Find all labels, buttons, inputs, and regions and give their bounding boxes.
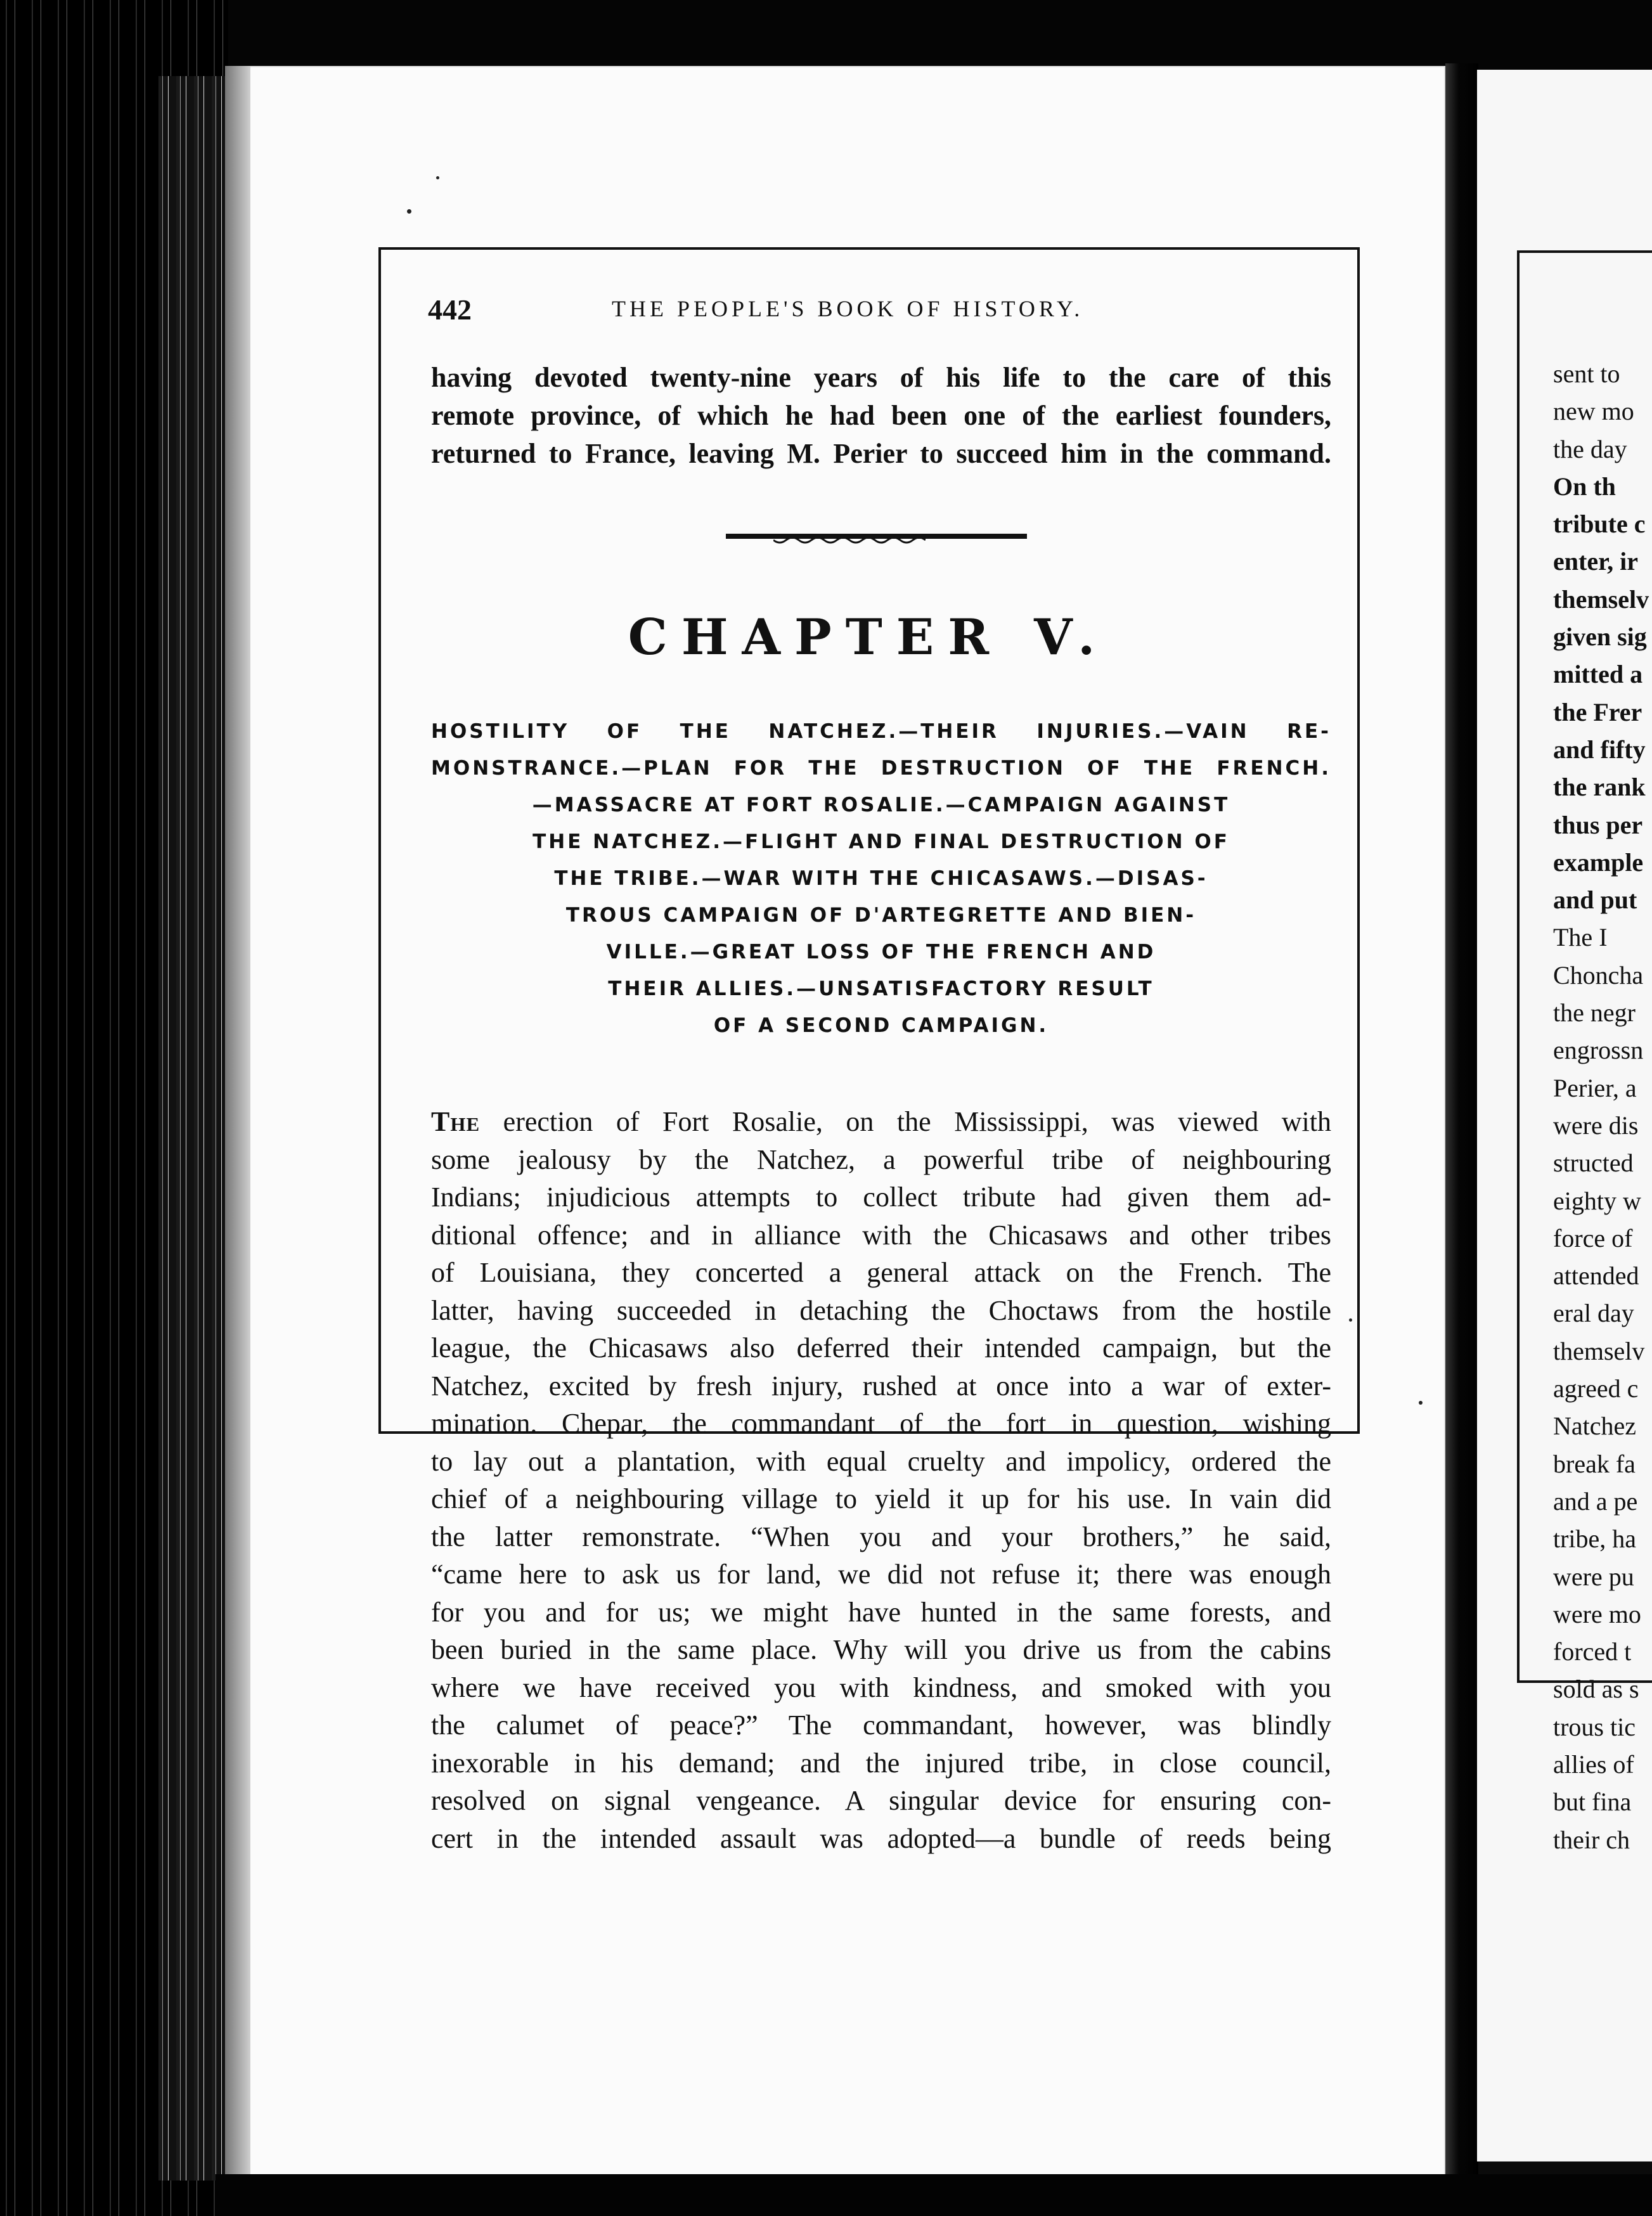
summary-line: THEIR ALLIES.—UNSATISFACTORY RESULT <box>608 977 1154 1000</box>
dust-speck <box>1419 1401 1423 1405</box>
text-line: the day <box>1553 434 1627 463</box>
text-line: having devoted twenty-nine years of his life to the care of this <box>431 362 1331 393</box>
text-line: thus per <box>1553 810 1643 839</box>
text-line: eighty w <box>1553 1186 1641 1215</box>
text-line: structed <box>1553 1149 1634 1178</box>
text-line: tribute c <box>1553 510 1646 539</box>
summary-line: THE TRIBE.—WAR WITH THE CHICASAWS.—DISAS- <box>554 867 1208 890</box>
chapter-summary <box>431 713 1331 1044</box>
text-line: some jealousy by the Natchez, a powerful tribe of neighbouring <box>431 1143 1331 1175</box>
page-number: 442 <box>428 293 472 326</box>
right-page-text <box>1553 355 1652 1858</box>
chapter-body-paragraph <box>431 1103 1331 1857</box>
text-line: Perier, a <box>1553 1073 1637 1102</box>
text-line: but fina <box>1553 1788 1632 1817</box>
text-line: where we have received you with kindness, and smoked with you <box>431 1672 1331 1703</box>
text-line: mitted a <box>1553 660 1643 689</box>
text-line: inexorable in his demand; and the injured tribe, in close council, <box>431 1747 1331 1779</box>
text-line: On th <box>1553 472 1616 501</box>
text-line: returned to France, leaving M. Perier to succeed him in the command. <box>431 438 1331 469</box>
text-line: were mo <box>1553 1599 1641 1628</box>
text-line: The I <box>1553 923 1608 952</box>
text-line: chief of a neighbouring village to yield it up for his use. In vain did <box>431 1483 1331 1514</box>
text-line: attended <box>1553 1261 1639 1291</box>
chapter-title: CHAPTER V. <box>628 609 1109 666</box>
text-line: the rank <box>1553 773 1646 802</box>
text-line: and put <box>1553 886 1637 915</box>
chapter-divider-rule <box>726 534 1027 539</box>
text-line: mination. Chepar, the commandant of the fort in question, wishing <box>431 1408 1331 1439</box>
text-line: their ch <box>1553 1825 1630 1854</box>
text-line: the latter remonstrate. “When you and your brothers,” he said, <box>431 1521 1331 1552</box>
summary-line: MONSTRANCE.—PLAN FOR THE DESTRUCTION OF THE FRENCH. <box>431 757 1331 780</box>
text-line: league, the Chicasaws also deferred their intended campaign, but the <box>431 1332 1331 1363</box>
text-line: were dis <box>1553 1111 1639 1140</box>
text-line: the calumet of peace?” The commandant, however, was blindly <box>431 1710 1331 1741</box>
summary-line: OF A SECOND CAMPAIGN. <box>713 1014 1049 1037</box>
text-line: resolved on signal vengeance. A singular device for ensuring con- <box>431 1785 1331 1816</box>
text-line: “came here to ask us for land, we did not refuse it; there was enough <box>431 1559 1331 1590</box>
text-line: themselv <box>1553 1336 1645 1365</box>
text-line: enter, ir <box>1553 547 1639 576</box>
running-head <box>428 293 1328 337</box>
book-title: THE PEOPLE'S BOOK OF HISTORY. <box>612 296 1084 321</box>
text-line: tribe, ha <box>1553 1524 1637 1554</box>
scan-bottom-border <box>216 2174 1652 2216</box>
text-line: given sig <box>1553 622 1647 652</box>
summary-line: —MASSACRE AT FORT ROSALIE.—CAMPAIGN AGAINST <box>532 794 1230 816</box>
text-line: Natchez, excited by fresh injury, rushed at once into a war of exter- <box>431 1370 1331 1401</box>
page-edges <box>158 76 228 2181</box>
text-line: new mo <box>1553 397 1634 426</box>
summary-line: VILLE.—GREAT LOSS OF THE FRENCH AND <box>606 941 1156 963</box>
text-line: latter, having succeeded in detaching the Choctaws from the hostile <box>431 1294 1331 1326</box>
text-line: sent to <box>1553 359 1620 388</box>
text-line: remote province, of which he had been one of the earliest founders, <box>431 400 1331 431</box>
text-line: Choncha <box>1553 960 1644 989</box>
text-line: the negr <box>1553 998 1636 1027</box>
paragraph-continued <box>431 359 1331 473</box>
dust-speck <box>407 209 411 214</box>
dust-speck <box>436 176 439 179</box>
chapter-divider-ornament <box>773 539 926 545</box>
text-line: been buried in the same place. Why will you drive us from the cabins <box>431 1634 1331 1665</box>
text-line: for you and for us; we might have hunted in the same forests, and <box>431 1596 1331 1628</box>
text-line: ditional offence; and in alliance with the Chicasaws and other tribes <box>431 1219 1331 1251</box>
summary-line: HOSTILITY OF THE NATCHEZ.—THEIR INJURIES.—VAIN RE- <box>431 720 1331 743</box>
text-line: example <box>1553 847 1644 877</box>
text-line: sold as s <box>1553 1675 1639 1704</box>
text-line: cert in the intended assault was adopted—a bundle of reeds being <box>431 1822 1331 1854</box>
text-line: agreed c <box>1553 1374 1639 1403</box>
book-gutter <box>1445 63 1478 2216</box>
text-line: to lay out a plantation, with equal cruelty and impolicy, ordered the <box>431 1445 1331 1477</box>
text-line: themselv <box>1553 584 1649 614</box>
text-line: forced t <box>1553 1637 1632 1666</box>
text-line: of Louisiana, they concerted a general attack on the French. The <box>431 1257 1331 1288</box>
text-line: and fifty <box>1553 735 1646 764</box>
text-line: and a pe <box>1553 1486 1638 1516</box>
text-line: Indians; injudicious attempts to collect tribute had given them ad- <box>431 1182 1331 1213</box>
text-line-rest: erection of Fort Rosalie, on the Mississippi, was viewed with <box>480 1106 1331 1137</box>
text-line: the Frer <box>1553 697 1642 726</box>
drop-word: The <box>431 1106 481 1137</box>
text-line: Natchez <box>1553 1412 1637 1441</box>
text-line: engrossn <box>1553 1036 1644 1065</box>
summary-line: THE NATCHEZ.—FLIGHT AND FINAL DESTRUCTION OF <box>532 830 1230 853</box>
left-page-shadow <box>225 66 250 2183</box>
summary-line: TROUS CAMPAIGN OF D'ARTEGRETTE AND BIEN- <box>565 904 1197 927</box>
text-line: force of <box>1553 1223 1633 1253</box>
text-line <box>431 1103 1331 1141</box>
text-line: trous tic <box>1553 1712 1636 1741</box>
text-line: were pu <box>1553 1562 1634 1591</box>
text-line: break fa <box>1553 1449 1636 1478</box>
text-line: allies of <box>1553 1749 1634 1779</box>
text-line: eral day <box>1553 1299 1634 1328</box>
